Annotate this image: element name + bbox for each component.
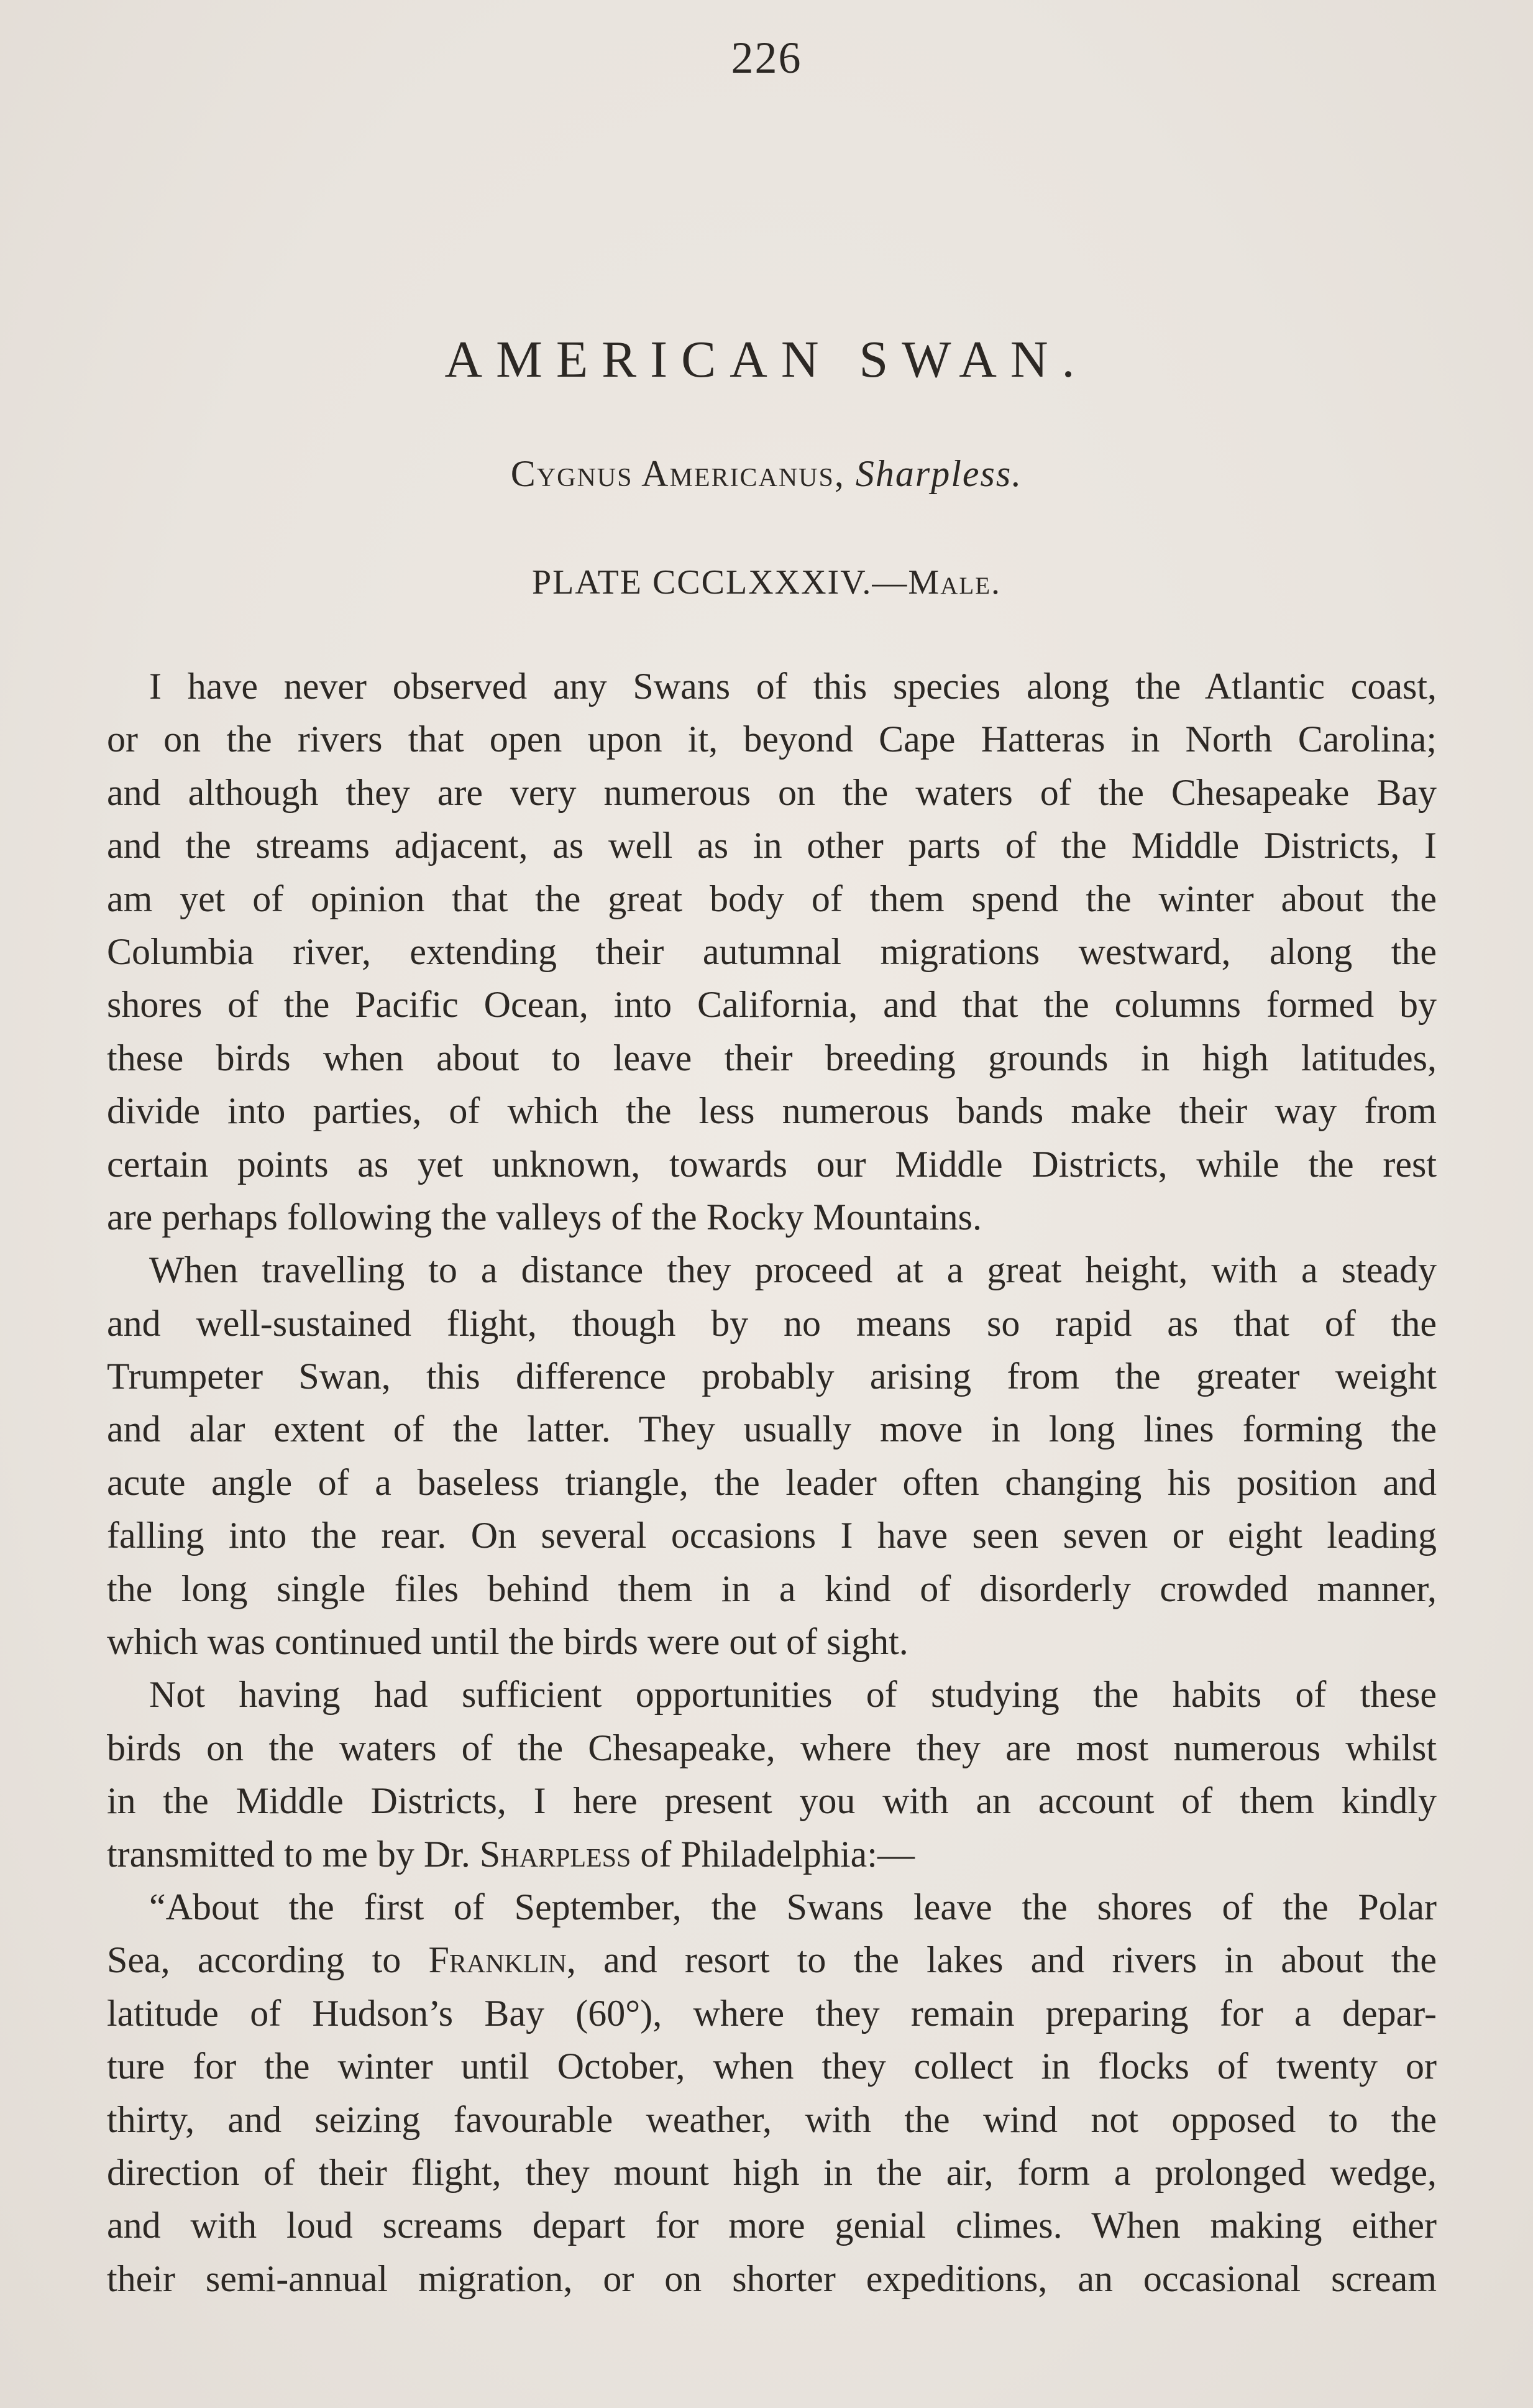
text-line	[107, 1934, 1437, 1987]
text-line: and although they are very numerous on the waters of the Chesapeake Bay	[107, 771, 1437, 813]
text-line: direction of their flight, they mount high in the air, form a prolonged wedge,	[107, 2151, 1437, 2193]
text-line: these birds when about to leave their breeding grounds in high latitudes,	[107, 1037, 1437, 1078]
plate-number: PLATE CCCLXXXIV.—	[531, 563, 908, 602]
text-line: the long single files behind them in a kind of disorderly crowded manner,	[107, 1568, 1437, 1609]
text-line: and well-sustained flight, though by no means so rapid as that of the	[107, 1302, 1437, 1344]
text-line: are perhaps following the valleys of the Rocky Mountains.	[107, 1196, 982, 1238]
text-line: and alar extent of the latter. They usually move in long lines forming the	[107, 1408, 1437, 1450]
name-authority: Sharpless.	[855, 453, 1023, 494]
text-line: falling into the rear. On several occasions I have seen seven or eight leading	[107, 1515, 1437, 1556]
text-line: acute angle of a baseless triangle, the leader often changing his position and	[107, 1461, 1437, 1503]
text-line: “About the first of September, the Swans leave the shores of the Polar	[149, 1886, 1437, 1928]
text-line: their semi-annual migration, or on shorter expeditions, an occasional scream	[107, 2258, 1437, 2299]
person-name: Franklin	[428, 1939, 567, 1981]
text-line: Columbia river, extending their autumnal migrations westward, along the	[107, 931, 1437, 972]
binomial-name: Cygnus Americanus,	[510, 453, 845, 494]
text-line: Trumpeter Swan, this difference probably arising from the greater weight	[107, 1356, 1437, 1397]
text-line: and the streams adjacent, as well as in other parts of the Middle Districts, I	[107, 825, 1437, 866]
text-fragment: transmitted to me by Dr.	[107, 1833, 480, 1875]
text-line: am yet of opinion that the great body of them spend the winter about the	[107, 878, 1437, 919]
text-fragment: , and resort to the lakes and rivers in about the	[566, 1939, 1437, 1981]
plate-sex: Male.	[908, 563, 1002, 602]
text-line: which was continued until the birds were out of sight.	[107, 1621, 908, 1663]
scientific-name	[0, 453, 1533, 495]
text-line: Not having had sufficient opportunities of studying the habits of these	[149, 1674, 1437, 1716]
text-line: divide into parties, of which the less numerous bands make their way from	[107, 1090, 1437, 1132]
text-line: thirty, and seizing favourable weather, with the wind not opposed to the	[107, 2098, 1437, 2140]
plate-reference	[0, 563, 1533, 602]
text-line: and with loud screams depart for more genial climes. When making either	[107, 2205, 1437, 2246]
text-line: certain points as yet unknown, towards our Middle Districts, while the rest	[107, 1143, 1437, 1185]
chapter-title: AMERICAN SWAN.	[444, 331, 1089, 388]
text-line: When travelling to a distance they proceed at a great height, with a steady	[149, 1249, 1437, 1291]
text-fragment: of Philadelphia:—	[631, 1833, 915, 1875]
text-line: shores of the Pacific Ocean, into California, and that the columns formed by	[107, 984, 1437, 1026]
text-line: birds on the waters of the Chesapeake, where they are most numerous whilst	[107, 1727, 1437, 1768]
text-line	[107, 1828, 1437, 1881]
text-line: or on the rivers that open upon it, beyond Cape Hatteras in North Carolina;	[107, 719, 1437, 760]
text-line: I have never observed any Swans of this species along the Atlantic coast,	[149, 666, 1437, 707]
text-fragment: Sea, according to	[107, 1939, 429, 1981]
person-name: Sharpless	[479, 1833, 631, 1875]
page-number: 226	[731, 33, 802, 83]
text-line: ture for the winter until October, when they collect in flocks of twenty or	[107, 2046, 1437, 2087]
text-line: latitude of Hudson’s Bay (60°), where they remain preparing for a depar-	[107, 1992, 1437, 2034]
text-line: in the Middle Districts, I here present you with an account of them kindly	[107, 1780, 1437, 1822]
body-text	[107, 660, 1437, 2305]
